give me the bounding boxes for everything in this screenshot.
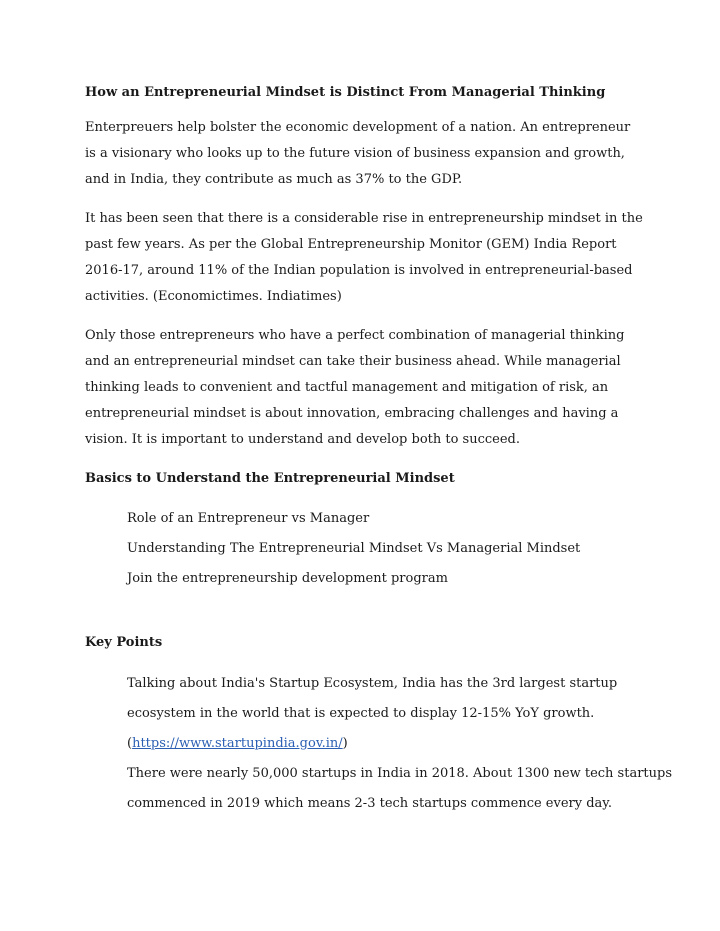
close-parenthesis: ): [342, 736, 348, 751]
key-point-startup-ecosystem-line1: Talking about India's Startup Ecosystem, India has the 3rd largest startup: [127, 676, 618, 691]
basics-item-role: Role of an Entrepreneur vs Manager: [127, 511, 370, 526]
gem-report-paragraph: It has been seen that there is a considerable rise in entrepreneurship mindset in the past few years. As per the Global Entrepreneurship Monitor (GEM) India Report 2016-17, around 11% of the Indian population is involved in entrepreneurial-based activities. (Economictimes. Indiatimes): [85, 211, 643, 304]
basics-item-join-program: Join the entrepreneurship development program: [127, 571, 448, 586]
key-point-startups-count-line1: There were nearly 50,000 startups in India in 2018. About 1300 new tech startups: [127, 766, 673, 781]
key-points-heading: Key Points: [85, 635, 163, 650]
key-point-startups-count-line2: commenced in 2019 which means 2-3 tech startups commence every day.: [127, 796, 613, 811]
startupindia-link[interactable]: https://www.startupindia.gov.in/: [132, 736, 343, 751]
open-parenthesis: (: [127, 736, 133, 751]
key-point-startup-ecosystem-line2: ecosystem in the world that is expected to display 12-15% YoY growth.: [127, 706, 595, 721]
basics-item-understanding: Understanding The Entrepreneurial Mindset Vs Managerial Mindset: [127, 541, 581, 556]
page-title: How an Entrepreneurial Mindset is Distinct From Managerial Thinking: [85, 85, 606, 100]
intro-paragraph: Enterpreuers help bolster the economic development of a nation. An entrepreneur is a visionary who looks up to the future vision of business expansion and growth, and in India, they contribute as much as 37% to the GDP.: [85, 120, 631, 187]
basics-heading: Basics to Understand the Entrepreneurial Mindset: [85, 471, 455, 486]
startupindia-link-line: [127, 735, 348, 753]
combination-paragraph: Only those entrepreneurs who have a perfect combination of managerial thinking and an entrepreneurial mindset can take their business ahead. While managerial thinking leads to convenient and tactful management and mitigation of risk, an entrepreneurial mindset is about innovation, embracing challenges and having a vision. It is important to understand and develop both to succeed.: [85, 328, 625, 447]
